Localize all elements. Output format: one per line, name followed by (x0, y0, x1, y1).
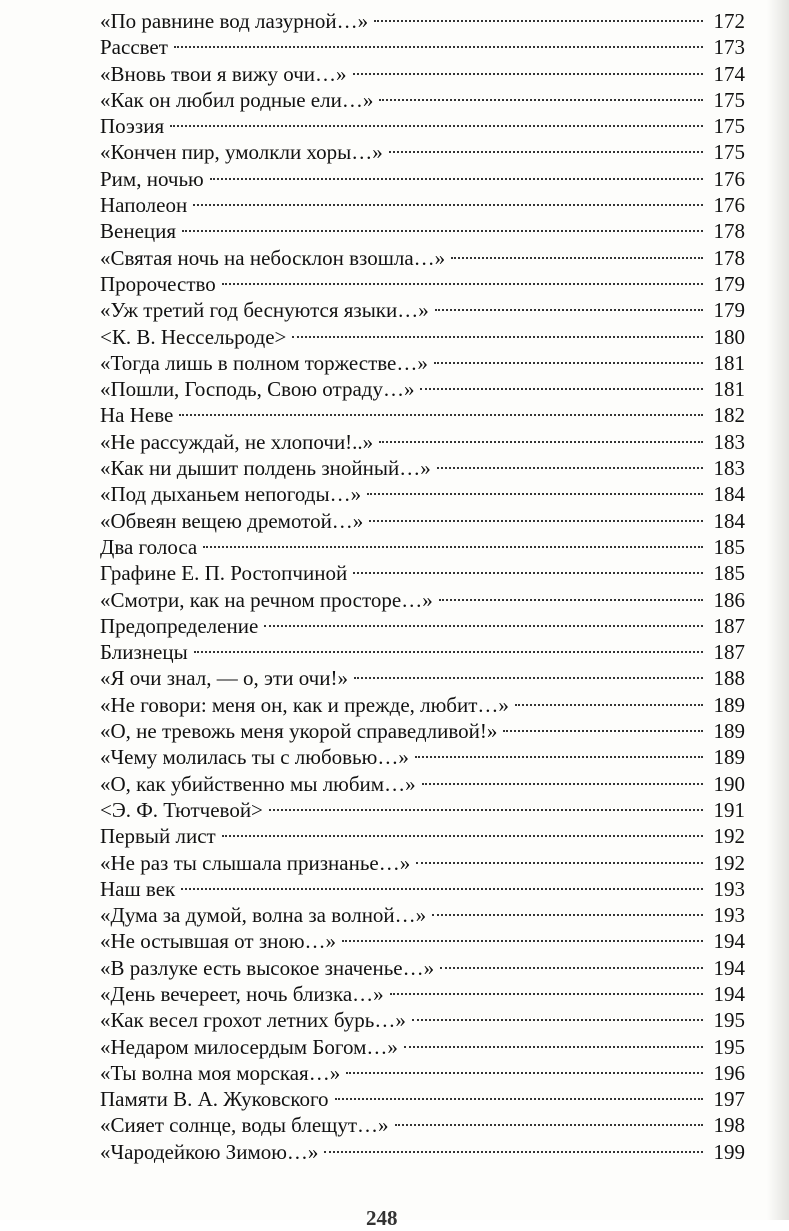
toc-entry-page: 189 (713, 719, 745, 744)
toc-entry-page: 175 (713, 114, 745, 139)
toc-entry (100, 455, 745, 481)
dot-leader (439, 599, 703, 601)
dot-leader (432, 914, 703, 916)
toc-entry (100, 34, 745, 60)
toc-entry (100, 350, 745, 376)
toc-entry-title: «Не говори: меня он, как и прежде, любит…» (100, 692, 509, 717)
toc-entry-title: «Дума за думой, волна за волной…» (100, 903, 427, 928)
toc-entry-page: 176 (713, 193, 745, 218)
toc-entry-title: «Я очи знал, — о, эти очи!» (100, 666, 348, 691)
toc-entry-title: «Как весел грохот летних бурь…» (100, 1008, 406, 1033)
toc-entry (100, 560, 745, 586)
dot-leader (354, 677, 703, 679)
dot-leader (379, 99, 703, 101)
toc-entry (100, 376, 745, 402)
toc-entry-page: 194 (713, 929, 745, 954)
toc-entry-title: «Чародейкою Зимою…» (100, 1139, 319, 1164)
page-number: 248 (366, 1206, 398, 1230)
toc-entry-page: 189 (713, 692, 745, 717)
dot-leader (420, 388, 703, 390)
toc-entry-title: «Ты волна моя морская…» (100, 1060, 341, 1085)
dot-leader (324, 1151, 703, 1153)
toc-entry-title: «День вечереет, ночь близка…» (100, 981, 384, 1006)
toc-entry-title: «Как он любил родные ели…» (100, 87, 374, 112)
toc-entry (100, 481, 745, 507)
toc-entry-page: 182 (713, 403, 745, 428)
dot-leader (193, 204, 703, 206)
dot-leader (369, 520, 703, 522)
dot-leader (353, 73, 703, 75)
toc-entry-title: «О, не тревожь меня укорой справедливой!» (100, 719, 498, 744)
toc-entry (100, 823, 745, 849)
toc-entry-page: 176 (713, 166, 745, 191)
toc-entry-title: «По равнине вод лазурной…» (100, 9, 369, 33)
toc-entry-page: 192 (713, 824, 745, 849)
toc-entry (100, 1034, 745, 1060)
toc-entry-page: 178 (713, 219, 745, 244)
toc-entry-page: 183 (713, 456, 745, 481)
toc-entry (100, 771, 745, 797)
toc-entry-page: 191 (713, 797, 745, 822)
toc-entry-title: Пророчество (100, 271, 216, 296)
toc-entry-page: 190 (713, 771, 745, 796)
dot-leader (374, 20, 703, 22)
dot-leader (379, 441, 703, 443)
toc-entry-page: 198 (713, 1113, 745, 1138)
dot-leader (412, 1019, 703, 1021)
toc-entry-title: «Не остывшая от зною…» (100, 929, 337, 954)
toc-entry-title: «Вновь твои я вижу очи…» (100, 61, 347, 86)
toc-entry (100, 1007, 745, 1033)
dot-leader (335, 1098, 703, 1100)
toc-entry-page: 172 (713, 9, 745, 33)
dot-leader (415, 756, 703, 758)
toc-entry (100, 218, 745, 244)
toc-entry-title: «Под дыханьем непогоды…» (100, 482, 362, 507)
toc-entry (100, 87, 745, 113)
dot-leader (264, 625, 703, 627)
dot-leader (179, 414, 703, 416)
toc-entry-title: <К. В. Нессельроде> (100, 324, 287, 349)
toc-entry (100, 508, 745, 534)
toc-entry-title: «Уж третий год беснуются языки…» (100, 298, 429, 323)
toc-entry-page: 192 (713, 850, 745, 875)
toc-entry (100, 797, 745, 823)
toc-entry-page: 184 (713, 482, 745, 507)
toc-entry-page: 187 (713, 640, 745, 665)
toc-entry-title: Памяти В. А. Жуковского (100, 1087, 329, 1112)
toc-entry-page: 179 (713, 298, 745, 323)
dot-leader (389, 151, 703, 153)
toc-entry-page: 196 (713, 1060, 745, 1085)
toc-entry (100, 587, 745, 613)
toc-entry-title: «Обвеян вещею дремотой…» (100, 508, 364, 533)
toc-entry (100, 324, 745, 350)
toc-entry (100, 692, 745, 718)
toc-entry-page: 185 (713, 534, 745, 559)
toc-entry-page: 179 (713, 271, 745, 296)
toc-entry-page: 193 (713, 876, 745, 901)
toc-entry-page: 193 (713, 903, 745, 928)
toc-entry-page: 184 (713, 508, 745, 533)
toc-entry (100, 113, 745, 139)
toc-entry-page: 181 (713, 350, 745, 375)
toc-entry (100, 297, 745, 323)
toc-entry (100, 402, 745, 428)
dot-leader (437, 467, 703, 469)
toc-entry-title: «Святая ночь на небосклон взошла…» (100, 245, 446, 270)
toc-entry-title: «Пошли, Господь, Свою отраду…» (100, 377, 415, 402)
dot-leader (422, 783, 703, 785)
toc-entry-title: «Чему молилась ты с любовью…» (100, 745, 409, 770)
toc-entry-page: 181 (713, 377, 745, 402)
dot-leader (210, 178, 703, 180)
toc-entry-page: 194 (713, 981, 745, 1006)
toc-entry-page: 195 (713, 1008, 745, 1033)
toc-entry (100, 245, 745, 271)
toc-entry-page: 185 (713, 561, 745, 586)
toc-entry (100, 955, 745, 981)
toc-entry (100, 139, 745, 165)
toc-entry-title: Предопределение (100, 613, 259, 638)
toc-entry-page: 189 (713, 745, 745, 770)
toc-entry-title: «О, как убийственно мы любим…» (100, 771, 416, 796)
toc-entry (100, 902, 745, 928)
toc-entry-page: 194 (713, 955, 745, 980)
dot-leader (182, 230, 703, 232)
toc-entry (100, 639, 745, 665)
dot-leader (367, 493, 703, 495)
toc-entry-title: «Как ни дышит полдень знойный…» (100, 456, 431, 481)
dot-leader (416, 862, 703, 864)
dot-leader (346, 1072, 703, 1074)
toc-entry (100, 534, 745, 560)
dot-leader (404, 1046, 703, 1048)
toc-entry (100, 166, 745, 192)
toc-entry (100, 8, 745, 34)
toc-entry-title: Первый лист (100, 824, 216, 849)
toc-entry-title: Наш век (100, 876, 176, 901)
dot-leader (440, 967, 703, 969)
toc-entry-title: Поэзия (100, 114, 165, 139)
toc-entry (100, 192, 745, 218)
toc-entry-page: 180 (713, 324, 745, 349)
toc-entry (100, 981, 745, 1007)
dot-leader (434, 362, 703, 364)
dot-leader (342, 940, 703, 942)
toc-entry-title: «Сияет солнце, воды блещут…» (100, 1113, 389, 1138)
toc-entry (100, 876, 745, 902)
dot-leader (451, 257, 703, 259)
toc-entry (100, 850, 745, 876)
toc-entry-page: 175 (713, 87, 745, 112)
toc-entry (100, 928, 745, 954)
toc-entry-title: Рим, ночью (100, 166, 204, 191)
toc-entry-title: Графине Е. П. Ростопчиной (100, 561, 348, 586)
toc-entry-title: <Э. Ф. Тютчевой> (100, 797, 263, 822)
toc-entry-page: 187 (713, 613, 745, 638)
toc-entry-page: 199 (713, 1139, 745, 1164)
dot-leader (353, 572, 703, 574)
dot-leader (503, 730, 703, 732)
page-edge-shadow (767, 0, 789, 1220)
toc-entry (100, 1086, 745, 1112)
toc-entry-title: Наполеон (100, 193, 188, 218)
toc-entry (100, 271, 745, 297)
dot-leader (194, 651, 703, 653)
toc-entry-page: 197 (713, 1087, 745, 1112)
toc-entry-page: 178 (713, 245, 745, 270)
dot-leader (395, 1124, 704, 1126)
table-of-contents (100, 8, 745, 1165)
toc-entry (100, 1112, 745, 1138)
dot-leader (435, 309, 703, 311)
dot-leader (515, 704, 703, 706)
toc-entry-title: «Недаром милосердым Богом…» (100, 1034, 398, 1059)
dot-leader (222, 835, 703, 837)
toc-entry (100, 744, 745, 770)
toc-entry-title: «В разлуке есть высокое значенье…» (100, 955, 435, 980)
toc-entry (100, 613, 745, 639)
toc-entry-page: 173 (713, 35, 745, 60)
toc-entry-title: Близнецы (100, 640, 188, 665)
toc-entry-title: «Не раз ты слышала признанье…» (100, 850, 411, 875)
toc-entry (100, 429, 745, 455)
dot-leader (390, 993, 703, 995)
dot-leader (203, 546, 703, 548)
toc-entry-title: Венеция (100, 219, 177, 244)
toc-entry (100, 1139, 745, 1165)
dot-leader (181, 888, 703, 890)
toc-entry-page: 183 (713, 429, 745, 454)
toc-entry (100, 1060, 745, 1086)
toc-entry-page: 175 (713, 140, 745, 165)
toc-entry (100, 61, 745, 87)
toc-entry (100, 718, 745, 744)
toc-entry-page: 188 (713, 666, 745, 691)
toc-entry-title: «Тогда лишь в полном торжестве…» (100, 350, 428, 375)
toc-entry-title: «Не рассуждай, не хлопочи!..» (100, 429, 374, 454)
dot-leader (170, 125, 703, 127)
toc-entry-title: Рассвет (100, 35, 168, 60)
dot-leader (292, 336, 703, 338)
toc-entry-title: «Смотри, как на речном просторе…» (100, 587, 433, 612)
toc-entry-title: «Кончен пир, умолкли хоры…» (100, 140, 383, 165)
dot-leader (174, 46, 703, 48)
toc-entry-title: На Неве (100, 403, 174, 428)
toc-entry-page: 186 (713, 587, 745, 612)
toc-entry-page: 174 (713, 61, 745, 86)
dot-leader (269, 809, 703, 811)
toc-entry (100, 665, 745, 691)
toc-entry-title: Два голоса (100, 534, 198, 559)
dot-leader (222, 283, 703, 285)
toc-entry-page: 195 (713, 1034, 745, 1059)
